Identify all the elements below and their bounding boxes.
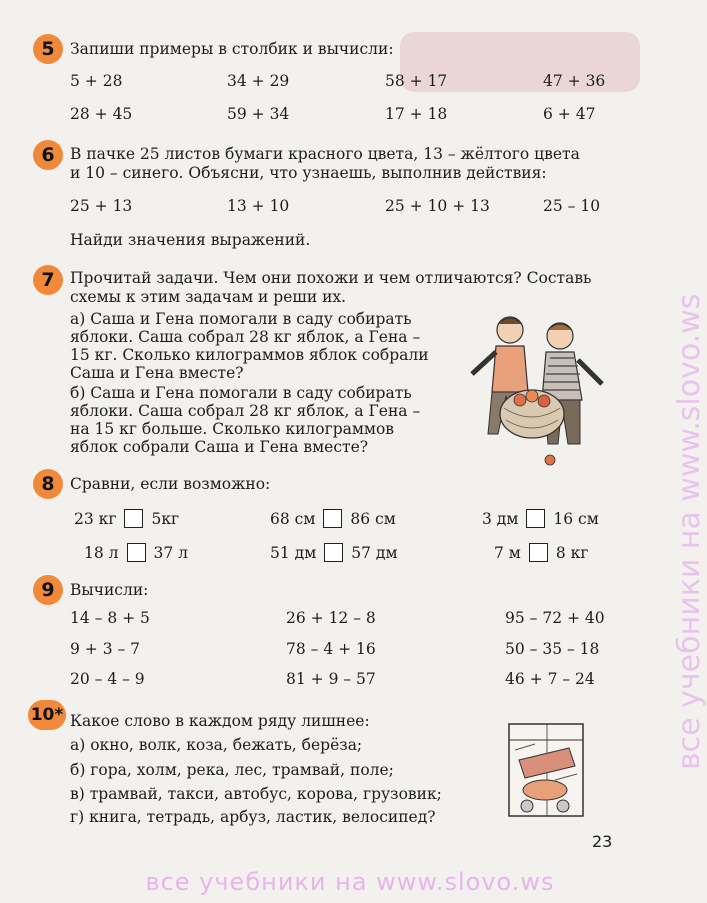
task-10-row: а) окно, волк, коза, бежать, берёза;	[70, 736, 363, 754]
task-8-instruction: Сравни, если возможно:	[70, 475, 271, 493]
watermark-side: все учебники на www.slovo.ws	[672, 293, 707, 770]
task-9-expr: 46 + 7 – 24	[505, 670, 595, 688]
compare-left: 3 дм	[482, 509, 519, 528]
task-7-a-line: 15 кг. Сколько килограммов яблок собрали	[70, 346, 429, 364]
task-7-a-line: Саша и Гена вместе?	[70, 364, 244, 382]
task-6-badge: 6	[33, 140, 63, 170]
compare-left: 7 м	[494, 543, 521, 562]
compare-box[interactable]	[323, 509, 342, 528]
task-7-b-line: на 15 кг больше. Сколько килограммов	[70, 420, 395, 438]
task-7-badge: 7	[33, 265, 63, 295]
compare-pair	[84, 543, 188, 562]
compare-pair	[270, 509, 396, 528]
task-5-expr: 6 + 47	[543, 105, 596, 123]
compare-right: 8 кг	[555, 543, 589, 562]
task-9-expr: 78 – 4 + 16	[286, 640, 376, 658]
task-9-expr: 50 – 35 – 18	[505, 640, 600, 658]
compare-right: 5кг	[151, 509, 180, 528]
task-9-instruction: Вычисли:	[70, 581, 149, 599]
task-5-expr: 47 + 36	[543, 72, 606, 90]
compare-pair	[494, 543, 588, 562]
compare-left: 68 см	[270, 509, 316, 528]
compare-left: 18 л	[84, 543, 119, 562]
compare-pair	[74, 509, 179, 528]
task-7-b-line: яблоки. Саша собрал 28 кг яблок, а Гена –	[70, 402, 421, 420]
compare-box[interactable]	[127, 543, 146, 562]
task-9-expr: 95 – 72 + 40	[505, 609, 605, 627]
task-9-expr: 81 + 9 – 57	[286, 670, 376, 688]
task-9-expr: 9 + 3 – 7	[70, 640, 141, 658]
task-7-b-line: яблок собрали Саша и Гена вместе?	[70, 438, 369, 456]
watermark-bottom: все учебники на www.slovo.ws	[145, 868, 555, 896]
task-10-row: б) гора, холм, река, лес, трамвай, поле;	[70, 761, 394, 779]
task-7-b-line: б) Саша и Гена помогали в саду собирать	[70, 384, 412, 402]
compare-box[interactable]	[529, 543, 548, 562]
task-5-expr: 58 + 17	[385, 72, 448, 90]
box-with-objects-illustration	[505, 720, 587, 820]
task-8-badge: 8	[33, 469, 63, 499]
compare-pair	[482, 509, 599, 528]
task-6-expr: 25 + 10 + 13	[385, 197, 490, 215]
task-10-badge: 10*	[28, 700, 66, 730]
task-5-expr: 34 + 29	[227, 72, 290, 90]
task-10-row: г) книга, тетрадь, арбуз, ластик, велосипед?	[70, 808, 436, 826]
task-7-a-line: а) Саша и Гена помогали в саду собирать	[70, 310, 412, 328]
task-7-line: схемы к этим задачам и реши их.	[70, 288, 347, 306]
task-5-instruction: Запиши примеры в столбик и вычисли:	[70, 40, 394, 58]
compare-box[interactable]	[124, 509, 143, 528]
task-6-expr: 13 + 10	[227, 197, 290, 215]
compare-right: 57 дм	[351, 543, 398, 562]
task-6-line: и 10 – синего. Объясни, что узнаешь, выполнив действия:	[70, 164, 547, 182]
task-5-expr: 5 + 28	[70, 72, 123, 90]
task-5-badge: 5	[33, 34, 63, 64]
task-5-expr: 17 + 18	[385, 105, 448, 123]
task-5-expr: 59 + 34	[227, 105, 290, 123]
task-7-line: Прочитай задачи. Чем они похожи и чем отличаются? Составь	[70, 269, 592, 287]
compare-right: 37 л	[153, 543, 188, 562]
task-6-line: В пачке 25 листов бумаги красного цвета, 13 – жёлтого цвета	[70, 145, 580, 163]
task-9-expr: 26 + 12 – 8	[286, 609, 376, 627]
compare-left: 23 кг	[74, 509, 117, 528]
boys-with-apples-illustration	[462, 308, 612, 468]
page-number: 23	[592, 832, 613, 851]
task-9-badge: 9	[33, 575, 63, 605]
compare-left: 51 дм	[270, 543, 317, 562]
task-7-a-line: яблоки. Саша собрал 28 кг яблок, а Гена –	[70, 328, 421, 346]
task-6-expr: 25 + 13	[70, 197, 133, 215]
task-10-instruction: Какое слово в каждом ряду лишнее:	[70, 712, 370, 730]
compare-pair	[270, 543, 398, 562]
compare-box[interactable]	[324, 543, 343, 562]
task-9-expr: 14 – 8 + 5	[70, 609, 150, 627]
task-5-expr: 28 + 45	[70, 105, 133, 123]
task-9-expr: 20 – 4 – 9	[70, 670, 145, 688]
task-6-footer: Найди значения выражений.	[70, 231, 311, 249]
task-10-row: в) трамвай, такси, автобус, корова, грузовик;	[70, 785, 442, 803]
task-6-expr: 25 – 10	[543, 197, 601, 215]
compare-right: 86 см	[350, 509, 396, 528]
compare-box[interactable]	[526, 509, 545, 528]
compare-right: 16 см	[553, 509, 599, 528]
